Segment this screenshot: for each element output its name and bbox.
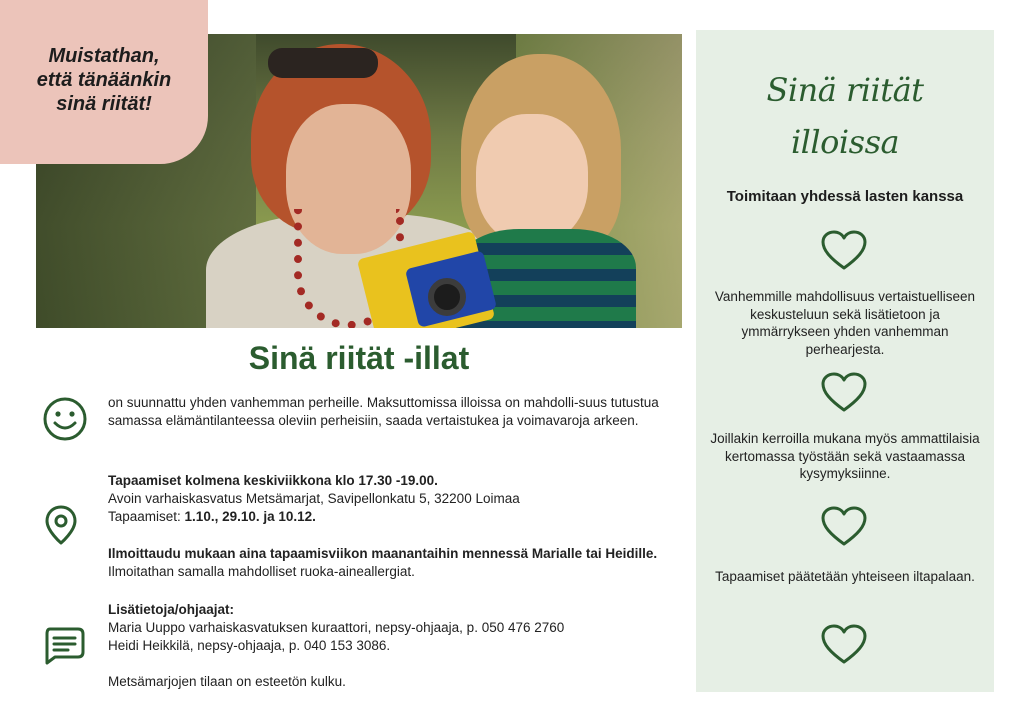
meetings-dates-label: Tapaamiset: [108, 509, 185, 524]
registration-text [108, 545, 678, 581]
registration-allergies: Ilmoitathan samalla mahdolliset ruoka-aineallergiat. [108, 564, 415, 579]
heart-icon [820, 624, 868, 671]
heart-icon [820, 230, 868, 277]
contact-maria: Maria Uuppo varhaiskasvatuksen kuraattori, nepsy-ohjaaja, p. 050 476 2760 [108, 620, 565, 635]
accessibility-text: Metsämarjojen tilaan on esteetön kulku. [108, 674, 346, 689]
reminder-badge-text [6, 44, 202, 116]
intro-text: on suunnattu yhden vanhemman perheille. Maksuttomissa illoissa on mahdolli-suus tutustua samassa elämäntilanteessa oleviin perheisiin, saada vertaistukea ja voimavaroja arkeen. [108, 395, 659, 428]
sidebar-title-line-2: illoissa [790, 123, 900, 161]
sidebar-item-professionals: Joillakin kerroilla mukana myös ammattilaisia kertomassa työstään sekä vastaamassa kysymyksiinne. [710, 431, 980, 481]
sidebar-item-peer-support: Vanhemmille mahdollisuus vertaistuelliseen keskusteluun sekä lisätietoon ja ymmärrykseen yhden vanhemman perhearjesta. [714, 289, 976, 357]
meetings-location: Avoin varhaiskasvatus Metsämarjat, Savipellonkatu 5, 32200 Loimaa [108, 491, 520, 506]
chat-message-icon [42, 626, 86, 666]
badge-line-3: sinä riität! [56, 93, 152, 115]
badge-line-2: että tänäänkin [36, 69, 172, 91]
contact-heidi: Heidi Heikkilä, nepsy-ohjaaja, p. 040 153 3086. [108, 638, 391, 653]
contact-block [108, 601, 678, 655]
heart-icon [820, 506, 868, 553]
sidebar-panel [696, 30, 994, 692]
smiley-icon [42, 396, 88, 442]
sidebar-item-evening-snack: Tapaamiset päätetään yhteiseen iltapalaan. [715, 569, 975, 584]
main-title: Sinä riität -illat [248, 340, 470, 376]
badge-line-1: Muistathan, [48, 45, 160, 67]
sidebar-title-line-1: Sinä riität [766, 71, 924, 109]
meetings-block [108, 472, 678, 526]
sidebar-subtitle: Toimitaan yhdessä lasten kanssa [726, 188, 964, 205]
meetings-time: Tapaamiset kolmena keskiviikkona klo 17.30 -19.00. [108, 473, 438, 488]
contact-label: Lisätietoja/ohjaajat: [108, 602, 235, 617]
sidebar-title [696, 64, 994, 168]
location-pin-icon [44, 504, 78, 546]
heart-icon [820, 372, 868, 419]
registration-bold: Ilmoittaudu mukaan aina tapaamisviikon maanantaihin mennessä Marialle tai Heidille. [108, 546, 658, 561]
meetings-dates: 1.10., 29.10. ja 10.12. [184, 509, 316, 524]
